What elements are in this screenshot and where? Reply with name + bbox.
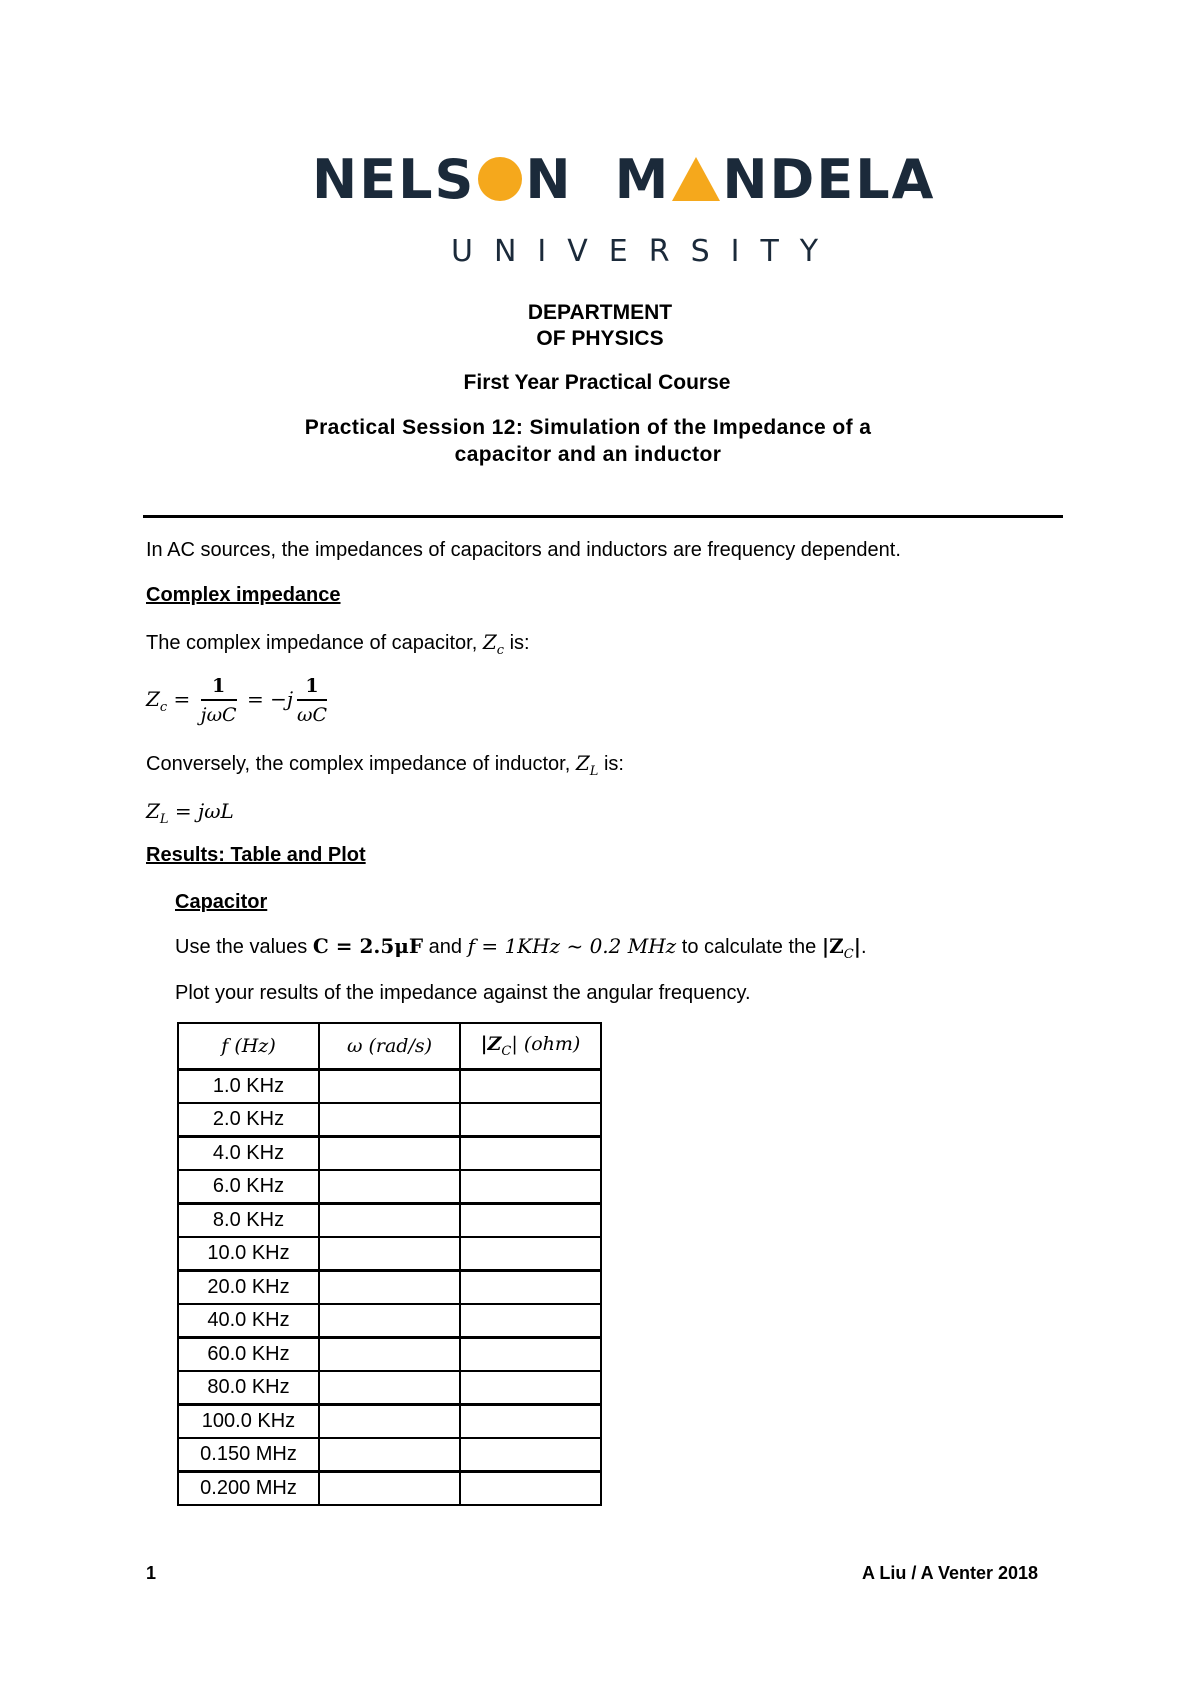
table-header-row xyxy=(178,1023,601,1070)
impedance-cell[interactable] xyxy=(460,1237,601,1271)
table-row xyxy=(178,1103,601,1137)
frequency-cell: 10.0 KHz xyxy=(178,1237,319,1271)
department-heading: DEPARTMENT OF PHYSICS xyxy=(527,301,673,350)
impedance-cell[interactable] xyxy=(460,1204,601,1238)
logo-word-mandela-start: M xyxy=(614,147,671,211)
angular-frequency-cell[interactable] xyxy=(319,1170,460,1204)
horizontal-rule xyxy=(143,515,1063,518)
frequency-cell: 8.0 KHz xyxy=(178,1204,319,1238)
capacitor-impedance-text: The complex impedance of capacitor, $Z_c$ is: xyxy=(146,630,530,658)
angular-frequency-cell[interactable] xyxy=(319,1338,460,1372)
table-row xyxy=(178,1070,601,1104)
impedance-cell[interactable] xyxy=(460,1438,601,1472)
angular-frequency-cell[interactable] xyxy=(319,1137,460,1171)
impedance-cell[interactable] xyxy=(460,1472,601,1506)
plot-instruction: Plot your results of the impedance against the angular frequency. xyxy=(175,982,751,1004)
angular-frequency-cell[interactable] xyxy=(319,1371,460,1405)
frequency-cell: 40.0 KHz xyxy=(178,1304,319,1338)
capacitor-heading: Capacitor xyxy=(175,891,268,913)
table-row xyxy=(178,1271,601,1305)
angular-frequency-cell[interactable] xyxy=(319,1204,460,1238)
impedance-cell[interactable] xyxy=(460,1070,601,1104)
table-row xyxy=(178,1204,601,1238)
table-row xyxy=(178,1170,601,1204)
angular-frequency-cell[interactable] xyxy=(319,1070,460,1104)
logo-word-mandela-end: NDELA xyxy=(722,147,936,211)
use-values-text: Use the values C = 2.5μF and f = 1KHz ~ 0.2 MHz to calculate the $|Z_C|$. xyxy=(175,934,867,962)
logo-university: UNIVERSITY xyxy=(451,234,840,269)
logo-word-nelson-end: N xyxy=(525,147,573,211)
impedance-cell[interactable] xyxy=(460,1304,601,1338)
frequency-cell: 6.0 KHz xyxy=(178,1170,319,1204)
triangle-icon xyxy=(672,157,720,201)
angular-frequency-cell[interactable] xyxy=(319,1304,460,1338)
table-row xyxy=(178,1472,601,1506)
frequency-cell: 100.0 KHz xyxy=(178,1405,319,1439)
column-header-angular-frequency: ω (rad/s) xyxy=(319,1023,460,1070)
table-row xyxy=(178,1338,601,1372)
capacitor-results-table xyxy=(177,1022,602,1506)
angular-frequency-cell[interactable] xyxy=(319,1438,460,1472)
course-title: First Year Practical Course xyxy=(463,371,731,394)
frequency-cell: 0.150 MHz xyxy=(178,1438,319,1472)
frequency-cell: 2.0 KHz xyxy=(178,1103,319,1137)
column-header-frequency: f (Hz) xyxy=(178,1023,319,1070)
table-row xyxy=(178,1137,601,1171)
session-title: Practical Session 12: Simulation of the Impedance of a capacitor and an inductor xyxy=(304,416,872,466)
impedance-cell[interactable] xyxy=(460,1338,601,1372)
capacitor-equation: $Z_c$ = $\frac{1}{\text{jωC}}$ = −j $\frac{1}{\omega C}$ xyxy=(146,675,328,726)
frequency-cell: 1.0 KHz xyxy=(178,1070,319,1104)
complex-impedance-heading: Complex impedance xyxy=(146,584,341,606)
impedance-cell[interactable] xyxy=(460,1170,601,1204)
column-header-impedance: $|Z_C|$ (ohm) xyxy=(460,1023,601,1070)
table-row xyxy=(178,1438,601,1472)
impedance-cell[interactable] xyxy=(460,1371,601,1405)
frequency-cell: 0.200 MHz xyxy=(178,1472,319,1506)
impedance-cell[interactable] xyxy=(460,1271,601,1305)
table-row xyxy=(178,1304,601,1338)
intro-paragraph: In AC sources, the impedances of capacitors and inductors are frequency dependent. xyxy=(146,539,901,561)
inductor-equation: $Z_L = j\omega L$ xyxy=(146,799,234,827)
frequency-cell: 60.0 KHz xyxy=(178,1338,319,1372)
circle-icon xyxy=(478,157,522,201)
angular-frequency-cell[interactable] xyxy=(319,1405,460,1439)
logo-wordmark xyxy=(312,147,936,211)
angular-frequency-cell[interactable] xyxy=(319,1472,460,1506)
impedance-cell[interactable] xyxy=(460,1405,601,1439)
page-number: 1 xyxy=(146,1563,157,1583)
authors-footer: A Liu / A Venter 2018 xyxy=(862,1563,1039,1583)
angular-frequency-cell[interactable] xyxy=(319,1103,460,1137)
frequency-cell: 20.0 KHz xyxy=(178,1271,319,1305)
impedance-cell[interactable] xyxy=(460,1103,601,1137)
angular-frequency-cell[interactable] xyxy=(319,1237,460,1271)
logo-word-nelson-start: NELS xyxy=(312,147,476,211)
table-row xyxy=(178,1405,601,1439)
frequency-cell: 80.0 KHz xyxy=(178,1371,319,1405)
results-heading: Results: Table and Plot xyxy=(146,844,366,866)
inductor-impedance-text: Conversely, the complex impedance of inductor, $Z_L$ is: xyxy=(146,751,624,779)
table-row xyxy=(178,1371,601,1405)
impedance-cell[interactable] xyxy=(460,1137,601,1171)
angular-frequency-cell[interactable] xyxy=(319,1271,460,1305)
frequency-cell: 4.0 KHz xyxy=(178,1137,319,1171)
table-row xyxy=(178,1237,601,1271)
